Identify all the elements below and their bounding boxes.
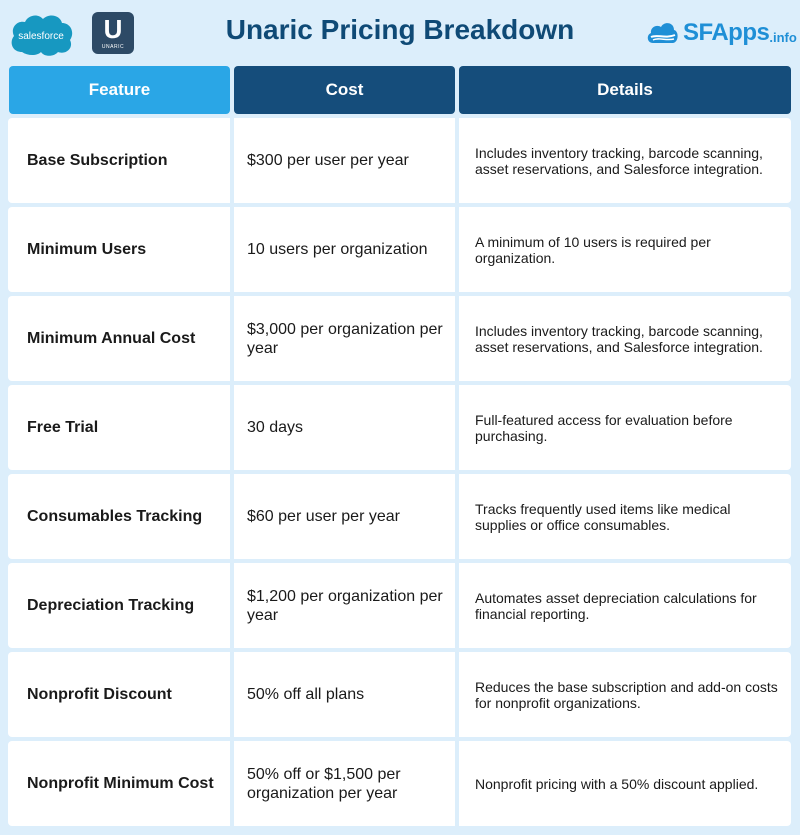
cost-cell: $300 per user per year — [247, 152, 409, 169]
details-cell: A minimum of 10 users is required per organization. — [475, 233, 711, 266]
cost-cell: $1,200 per organization per year — [247, 587, 443, 624]
table-row — [8, 474, 791, 559]
column-header-feature: Feature — [9, 66, 230, 114]
header — [0, 0, 800, 64]
column-header-details: Details — [459, 66, 791, 114]
table-row — [8, 741, 791, 826]
unaric-logo-letter: U — [103, 14, 123, 44]
feature-cell: Minimum Annual Cost — [27, 330, 196, 347]
table-row — [8, 385, 791, 470]
feature-cell: Depreciation Tracking — [27, 597, 195, 614]
feature-cell: Nonprofit Minimum Cost — [27, 775, 214, 792]
details-cell: Automates asset depreciation calculations for financial reporting. — [475, 589, 757, 622]
table-header — [8, 66, 791, 114]
unaric-logo-word: UNARIC — [101, 44, 125, 50]
page-title: Unaric Pricing Breakdown — [225, 14, 575, 45]
cloud-icon — [645, 20, 679, 46]
column-header-cost: Cost — [234, 66, 455, 114]
feature-cell: Base Subscription — [27, 152, 168, 169]
details-cell: Includes inventory tracking, barcode scanning, asset reservations, and Salesforce integration. — [475, 144, 763, 177]
sfapps-tld: .info — [769, 29, 797, 45]
cost-cell: $3,000 per organization per year — [247, 320, 443, 357]
sfapps-brand: SFApps — [683, 19, 770, 46]
details-cell: Tracks frequently used items like medical supplies or office consumables. — [475, 500, 731, 533]
feature-cell: Minimum Users — [27, 241, 147, 258]
svg-text:salesforce: salesforce — [18, 31, 64, 42]
feature-cell: Nonprofit Discount — [27, 686, 172, 703]
details-cell: Full-featured access for evaluation before purchasing. — [475, 411, 733, 444]
sfapps-logo — [645, 18, 797, 48]
cost-cell: 10 users per organization — [247, 241, 428, 258]
table-row — [8, 563, 791, 648]
details-cell: Nonprofit pricing with a 50% discount applied. — [475, 775, 759, 792]
feature-cell: Free Trial — [27, 419, 99, 436]
table-row — [8, 652, 791, 737]
details-cell: Reduces the base subscription and add-on costs for nonprofit organizations. — [475, 678, 778, 711]
cost-cell: 50% off or $1,500 per organization per year — [247, 765, 401, 802]
cost-cell: $60 per user per year — [247, 508, 400, 525]
feature-cell: Consumables Tracking — [27, 508, 203, 525]
details-cell: Includes inventory tracking, barcode scanning, asset reservations, and Salesforce integration. — [475, 322, 763, 355]
cost-cell: 50% off all plans — [247, 686, 365, 703]
table-row — [8, 207, 791, 292]
table-row — [8, 296, 791, 381]
cost-cell: 30 days — [247, 419, 304, 436]
table-row — [8, 118, 791, 203]
